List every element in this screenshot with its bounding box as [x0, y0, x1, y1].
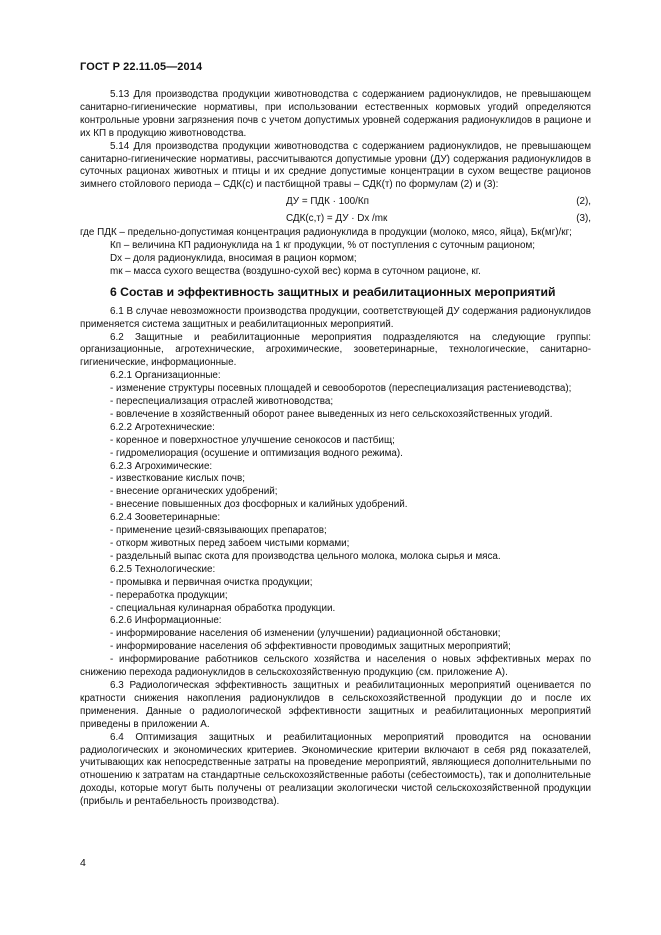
list-item: - информирование работников сельского хозяйства и населения о новых эффективных мерах по снижению перехода радионуклидов в сельскохозяйственную продукцию (см. приложение А). — [80, 654, 591, 679]
list-item: - раздельный выпас скота для производства цельного молока, молока сырья и мяса. — [110, 550, 501, 562]
list-item: - внесение органических удобрений; — [110, 486, 278, 498]
formula-2-number: (2), — [576, 196, 591, 208]
list-item: - вовлечение в хозяйственный оборот ранее выведенных из него сельскохозяйственных угодий. — [110, 408, 553, 420]
list-item: - известкование кислых почв; — [110, 473, 245, 485]
list-item: - коренное и поверхностное улучшение сенокосов и пастбищ; — [110, 434, 395, 446]
group-6-2-5-title: 6.2.5 Технологические: — [110, 563, 216, 575]
group-6-2-2-title: 6.2.2 Агротехнические: — [110, 421, 215, 433]
list-item: - промывка и первичная очистка продукции; — [110, 576, 313, 588]
list-item: - переработка продукции; — [110, 589, 228, 601]
page-number: 4 — [80, 857, 86, 869]
list-item: - откорм животных перед забоем чистыми кормами; — [110, 538, 350, 549]
list-item: - переспециализация отраслей животноводства; — [110, 396, 334, 408]
group-6-2-4-title: 6.2.4 Зооветеринарные: — [110, 512, 221, 524]
paragraph-6-2: 6.2 Защитные и реабилитационные мероприятия подразделяются на следующие группы: организационные, агротехнические, агрохимические, зооветеринарные, технологические, санитарно-гигиенические, информационные. — [80, 331, 591, 369]
formula-3-row — [80, 213, 591, 226]
where-mk: mк – масса сухого вещества (воздушно-сухой вес) корма в суточном рационе, кг. — [110, 265, 481, 277]
paragraph-5-13: 5.13 Для производства продукции животноводства с содержанием радионуклидов, не превышающем санитарно-гигиенические нормативы, при использовании естественных кормовых угодий определяются контрольные уровни загрязнения почв с учетом допустимых уровней содержания радионуклидов в рационе и их КП в продукцию животноводства. — [80, 89, 591, 139]
formula-2: ДУ = ПДК · 100/Кп — [286, 196, 369, 208]
list-item: - изменение структуры посевных площадей и севооборотов (переспециализация растениеводства); — [110, 383, 572, 395]
list-item: - информирование населения об эффективности проводимых защитных мероприятий; — [110, 641, 511, 653]
paragraph-6-3: 6.3 Радиологическая эффективность защитных и реабилитационных мероприятий оценивается по кратности снижения накопления радионуклидов в сельскохозяйственной продукции до и после их применения. Данные о радиологической эффективности защитных и реабилитационных мероприятий приведены в приложении А. — [80, 679, 591, 730]
section-6-title: 6 Состав и эффективность защитных и реабилитационных мероприятий — [110, 284, 556, 299]
where-kp: Кп – величина КП радионуклида на 1 кг продукции, % от поступления с суточным рационом; — [110, 239, 536, 251]
paragraph-5-14: 5.14 Для производства продукции животноводства с содержанием радионуклидов, не превышающем санитарно-гигиенические нормативы, рассчитываются допустимые уровни (ДУ) содержания радионуклидов в суточных рационах животных и птицы и их средние допустимые концентрации в сухом веществе рационов зимнего стойлового периода – СДК(с) и пастбищной травы – СДК(т) по формулам (2) и (3): — [80, 140, 591, 191]
paragraph-6-4: 6.4 Оптимизация защитных и реабилитационных мероприятий проводится на основании радиологических и экономических критериев. Экономические критерии включают в себя ряд показателей, учитывающих как непосредственные затраты на проведение мероприятий, являющиеся дополнительными по отношению к затратам на стандартные сельскохозяйственные работы (себестоимость), так и дополнительные доходы, которые могут быть получены от реализации экологически чистой сельскохозяйственной продукции (прибыль и рентабельность производства). — [80, 731, 591, 808]
document-header: ГОСТ Р 22.11.05—2014 — [80, 61, 203, 73]
group-6-2-1-title: 6.2.1 Организационные: — [110, 370, 221, 382]
where-pdk: где ПДК – предельно-допустимая концентрация радионуклида в продукции (молоко, мясо, яйца), Бк(мг)/кг; — [80, 227, 572, 239]
group-6-2-6-title: 6.2.6 Информационные: — [110, 615, 222, 627]
list-item: - применение цезий-связывающих препаратов; — [110, 525, 327, 537]
formula-3: СДК(с,т) = ДУ · Dx /mк — [286, 213, 388, 225]
list-item: - внесение повышенных доз фосфорных и калийных удобрений. — [110, 499, 408, 511]
where-dx: Dx – доля радионуклида, вносимая в рацион кормом; — [110, 252, 357, 264]
document-body — [80, 89, 591, 809]
formula-3-number: (3), — [576, 213, 591, 225]
list-item: - информирование населения об изменении (улучшении) радиационной обстановки; — [110, 628, 501, 640]
list-item: - специальная кулинарная обработка продукции. — [110, 602, 336, 614]
paragraph-6-1: 6.1 В случае невозможности производства продукции, соответствующей ДУ содержания радионуклидов применяется система защитных и реабилитационных мероприятий. — [80, 305, 591, 330]
group-6-2-3-title: 6.2.3 Агрохимические: — [110, 460, 213, 472]
list-item: - гидромелиорация (осушение и оптимизация водного режима). — [110, 447, 403, 459]
formula-2-row — [80, 196, 591, 209]
